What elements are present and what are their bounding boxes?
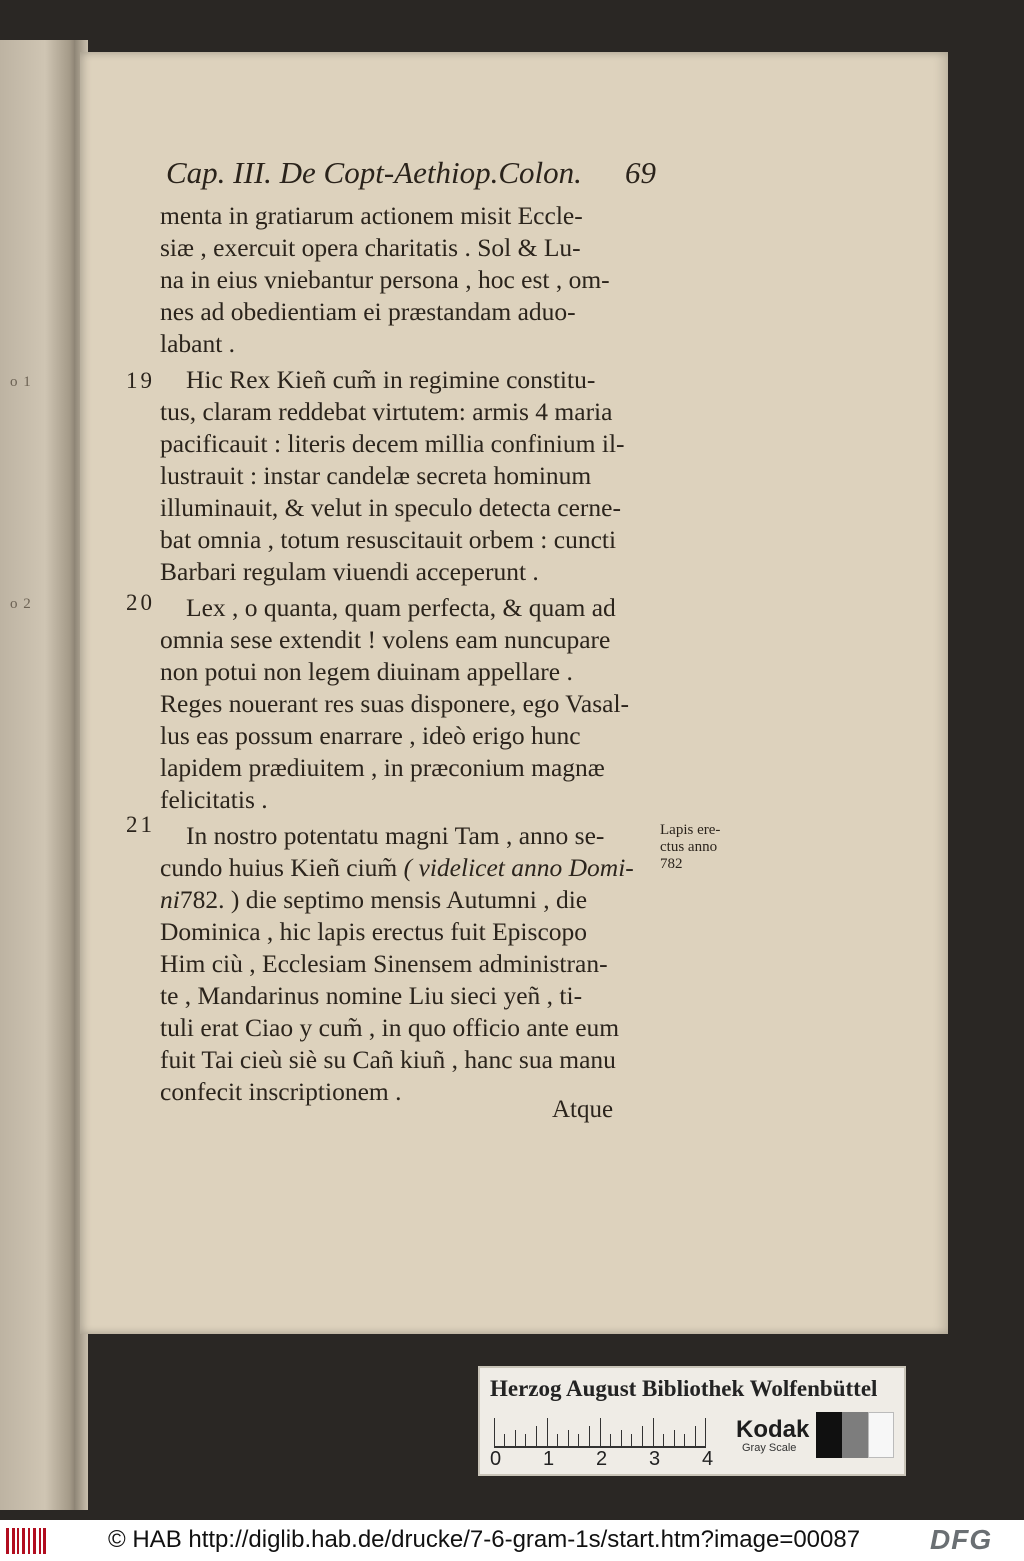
text-line: lustrauit : instar candelæ secreta hominum [160, 461, 592, 490]
text-line: omnia sese extendit ! volens eam nuncupare [160, 625, 611, 654]
dfg-logo: DFG [930, 1524, 993, 1555]
gray-scale-label: Gray Scale [742, 1442, 797, 1454]
measurement-ruler [494, 1416, 706, 1448]
verse-number: 19 [126, 368, 155, 393]
viewer-footer [0, 1520, 1024, 1561]
text-line: te , Mandarinus nomine Liu sieci yeñ , ti- [160, 981, 583, 1010]
ruler-label: 1 [543, 1448, 555, 1470]
body-text [160, 200, 654, 1108]
verse-number: 21 [126, 812, 155, 837]
ruler-label: 2 [596, 1448, 608, 1470]
margin-note-line: 782 [660, 856, 683, 872]
text-line: Reges nouerant res suas disponere, ego Vasal- [160, 689, 630, 718]
chapter-title: Cap. III. De Copt-Aethiop.Colon. [166, 155, 582, 190]
text-segment: 782. ) [179, 885, 240, 914]
ruler-label: 3 [649, 1448, 661, 1470]
text-line: nes ad obedientiam ei præstandam aduo- [160, 297, 576, 326]
facing-page-mark: o 1 [10, 374, 32, 390]
ruler-label: 4 [702, 1448, 714, 1470]
gray-swatch-black [816, 1412, 842, 1458]
text-line: illuminauit, & velut in speculo detecta cerne- [160, 493, 621, 522]
text-line: tus, claram reddebat virtutem: armis 4 maria [160, 397, 613, 426]
text-line: tuli erat Ciao y cum̃ , in quo officio ante eum [160, 1013, 620, 1042]
text-line: bat omnia , totum resuscitauit orbem : cuncti [160, 525, 617, 554]
text-line: Him ciù , Ecclesiam Sinensem administran- [160, 949, 608, 978]
verse-number: 20 [126, 590, 155, 615]
running-head [166, 155, 656, 195]
text-line [160, 852, 654, 884]
text-line: Barbari regulam viuendi acceperunt . [160, 557, 539, 586]
margin-note-line: ctus anno [660, 839, 718, 855]
library-name: Herzog August Bibliothek Wolfenbüttel [490, 1376, 878, 1401]
text-line [160, 884, 654, 916]
text-segment: cundo huius Kieñ cium̃ [160, 853, 398, 882]
copyright-link[interactable]: © HAB http://diglib.hab.de/drucke/7-6-gram-1s/start.htm?image=00087 [108, 1526, 861, 1553]
facing-page-edge [0, 40, 82, 1510]
catchword: Atque [552, 1096, 614, 1123]
margin-note [660, 822, 750, 873]
italic-text-segment: ni [160, 885, 180, 914]
hab-barcode-icon [6, 1528, 46, 1554]
text-line: Lex , o quanta, quam perfecta, & quam ad [186, 593, 616, 622]
text-line: Hic Rex Kieñ cum̃ in regimine constitu- [186, 365, 596, 394]
text-line: siæ , exercuit opera charitatis . Sol & Lu- [160, 233, 581, 262]
text-line: Dominica , hic lapis erectus fuit Episcopo [160, 917, 588, 946]
text-line: labant . [160, 329, 236, 358]
text-line: felicitatis . [160, 785, 268, 814]
text-line: fuit Tai cieù siè su Cañ kiuñ , hanc sua manu [160, 1045, 616, 1074]
text-line: pacificauit : literis decem millia confinium il- [160, 429, 625, 458]
margin-note-line: Lapis ere- [660, 822, 721, 838]
text-line: non potui non legem diuinam appellare . [160, 657, 573, 686]
gray-swatch-mid [842, 1412, 868, 1458]
kodak-logo: Kodak [736, 1416, 810, 1443]
text-line: lapidem prædiuitem , in præconium magnæ [160, 753, 605, 782]
text-line: confecit inscriptionem . [160, 1077, 402, 1106]
italic-text-segment: ( videlicet anno Domi- [403, 853, 634, 882]
page-number: 69 [625, 155, 656, 190]
color-calibration-card [478, 1366, 906, 1476]
text-line: na in eius vniebantur persona , hoc est , om- [160, 265, 610, 294]
ruler-label: 0 [490, 1448, 502, 1470]
facing-page-mark: o 2 [10, 596, 32, 612]
gray-swatch-white [868, 1412, 894, 1458]
text-line: lus eas possum enarrare , ideò erigo hunc [160, 721, 581, 750]
text-segment: die septimo mensis Autumni , die [245, 885, 588, 914]
text-line: menta in gratiarum actionem misit Eccle- [160, 201, 583, 230]
text-line: In nostro potentatu magni Tam , anno se- [186, 821, 605, 850]
